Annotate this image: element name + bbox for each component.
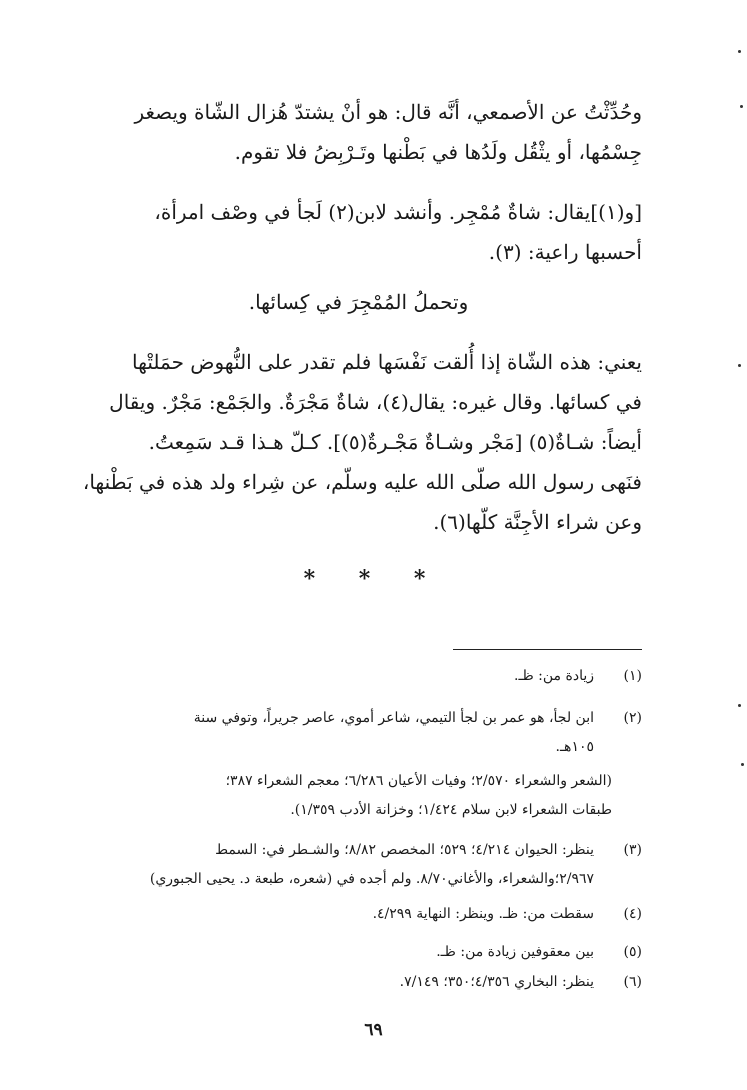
text-line: جِسْمُها، أو يثْقُل ولَدُها في بَطْنها وتَـرْبِضُ فلا تقوم. (234, 140, 642, 164)
footnote-text: بين معقوفين زيادة من: ظـ. (436, 944, 594, 960)
scan-speck (738, 50, 741, 53)
footnote-text: زيادة من: ظـ. (514, 668, 594, 684)
scan-speck (741, 763, 744, 766)
scan-speck (740, 105, 743, 108)
footnote-number: (٣) (623, 842, 642, 858)
footnote-text: سقطت من: ظـ. وينظر: النهاية ٤/٢٩٩. (372, 906, 594, 922)
verse-line: وتحملُ المُمْجِرَ في كِسائها. (248, 290, 469, 314)
footnote-2-sources (75, 767, 642, 825)
footnote-1 (75, 662, 642, 691)
text-line: وعن شراء الأجِنَّة كلّها(٦). (433, 510, 642, 534)
footnote-2 (75, 704, 642, 762)
footnote-number: (٢) (623, 710, 642, 726)
footnote-text: ينظر: الحيوان ٤/٢١٤؛ ٥٢٩؛ المخصص ٨/٨٢؛ والشـطر في: السمط (215, 842, 594, 858)
footnote-number: (٤) (623, 906, 642, 922)
text-line: أيضاً: شـاةٌ(٥) [مَجْر وشـاةٌ مَجْـرةٌ(٥)]. كـلّ هـذا قـد سَمِعتُ. (148, 430, 642, 454)
footnote-3 (75, 836, 642, 894)
page-number: ٦٩ (364, 1020, 383, 1040)
footnote-text: طبقات الشعراء لابن سلام ١/٤٢٤؛ وخزانة الأدب ١/٣٥٩). (290, 802, 612, 818)
text-line: أحسبها راعية: (٣). (488, 240, 642, 264)
footnote-text: (الشعر والشعراء ٢/٥٧٠؛ وفيات الأعيان ٦/٢٨٦؛ معجم الشعراء ٣٨٧؛ (225, 773, 612, 789)
text-line: [و(١)]يقال: شاةٌ مُمْجِر. وأنشد لابن(٢) لَجأ في وصْف امرأة، (154, 200, 642, 224)
footnote-text: ابن لجأ، هو عمر بن لجأ التيمي، شاعر أموي، عاصر جريراً، وتوفي سنة (193, 710, 594, 726)
paragraph-1 (75, 92, 642, 172)
scan-speck (738, 704, 741, 707)
footnote-5 (75, 938, 642, 967)
scan-speck (738, 364, 741, 367)
section-separator: * * * (303, 566, 444, 592)
text-line: وحُدِّثْتُ عن الأصمعي، أنَّه قال: هو أنْ يشتدّ هُزال الشّاة ويصغر (134, 100, 642, 124)
footnote-4 (75, 900, 642, 929)
footnote-text: ينظر: البخاري ٤/٣٥٦؛٣٥٠؛ ٧/١٤٩. (399, 974, 594, 990)
footnote-number: (١) (623, 668, 642, 684)
text-line: في كسائها. وقال غيره: يقال(٤)، شاةٌ مَجْرَةٌ. والجَمْع: مَجْرٌ. ويقال (109, 390, 642, 414)
footnote-number: (٥) (623, 944, 642, 960)
footnote-text: ٢/٩٦٧؛والشعراء، والأغاني٨/٧٠. ولم أجده في (شعره، طبعة د. يحيى الجبوري) (149, 871, 594, 887)
footnote-number: (٦) (623, 974, 642, 990)
footnote-divider (453, 649, 642, 650)
paragraph-2 (75, 192, 642, 272)
footnote-6 (75, 968, 642, 997)
text-line: فنَهى رسول الله صلّى الله عليه وسلّم، عن شِراء ولد هذه في بَطْنها، (82, 470, 642, 494)
footnote-text: ١٠٥هـ. (555, 739, 594, 755)
text-line: يعني: هذه الشّاة إذا أُلقت نَفْسَها فلم تقدر على النُّهوض حمَلتْها (132, 350, 642, 374)
paragraph-3 (75, 342, 642, 542)
